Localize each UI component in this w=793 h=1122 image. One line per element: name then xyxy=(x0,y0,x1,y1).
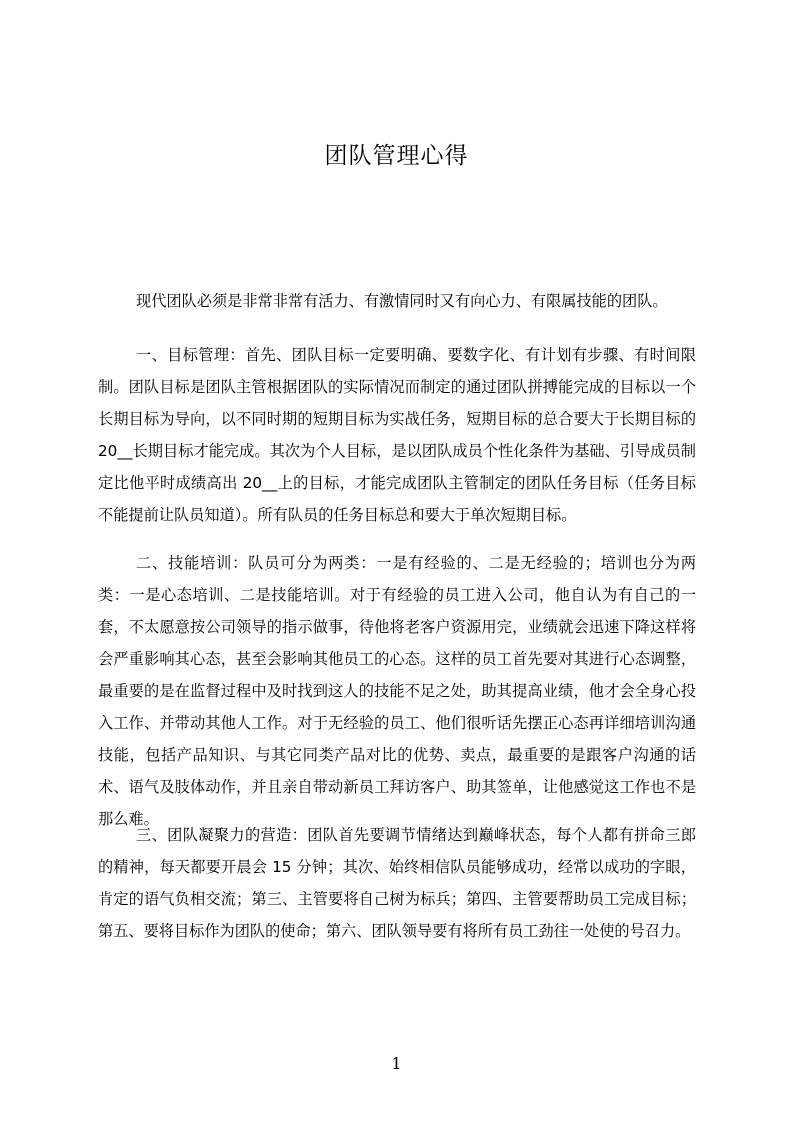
skill-training-paragraph: 二、技能培训：队员可分为两类：一是有经验的、二是无经验的；培训也分为两类：一是心态培训、二是技能培训。对于有经验的员工进入公司，他自认为有自己的一套，不太愿意按公司领导的指示做事，待他将老客户资源用完，业绩就会迅速下降这样将会严重影响其心态，甚至会影响其他员工的心态。这样的员工首先要对其进行心态调整，最重要的是在监督过程中及时找到这人的技能不足之处，助其提高业绩，他才会全身心投入工作、并带动其他人工作。对于无经验的员工、他们很听话先摆正心态再详细培训沟通技能，包括产品知识、与其它同类产品对比的优势、卖点，最重要的是跟客户沟通的话术、语气及肢体动作，并且亲自带动新员工拜访客户、助其签单，让他感觉这工作也不是那么难。 xyxy=(98,554,696,828)
team-cohesion-paragraph: 三、团队凝聚力的营造：团队首先要调节情绪达到巅峰状态，每个人都有拼命三郎的精神，每天都要开晨会 15 分钟；其次、始终相信队员能够成功，经常以成功的字眼，肯定的语气负相交流；第三、主管要将自己树为标兵；第四、主管要帮助员工完成目标；第五、要将目标作为团队的使命；第六、团队领导要有将所有员工劲往一处使的号召力。 xyxy=(98,826,696,940)
document-title: 团队管理心得 xyxy=(324,143,469,169)
goal-management-paragraph: 一、目标管理：首先、团队目标一定要明确、要数字化、有计划有步骤、有时间限制。团队目标是团队主管根据团队的实际情况而制定的通过团队拼搏能完成的目标以一个长期目标为导向，以不同时期的短期目标为实战任务，短期目标的总合要大于长期目标的 20__长期目标才能完成。其次为个人目标，是以团队成员个性化条件为基础、引导成员制定比他平时成绩高出 20__上的目标，才能完成团队主管制定的团队任务目标（任务目标不能提前让队员知道）。所有队员的任务目标总和要大于单次短期目标。 xyxy=(98,346,696,524)
intro-paragraph: 现代团队必须是非常非常有活力、有激情同时又有向心力、有限属技能的团队。 xyxy=(136,292,668,310)
page-number: 1 xyxy=(391,1054,402,1073)
